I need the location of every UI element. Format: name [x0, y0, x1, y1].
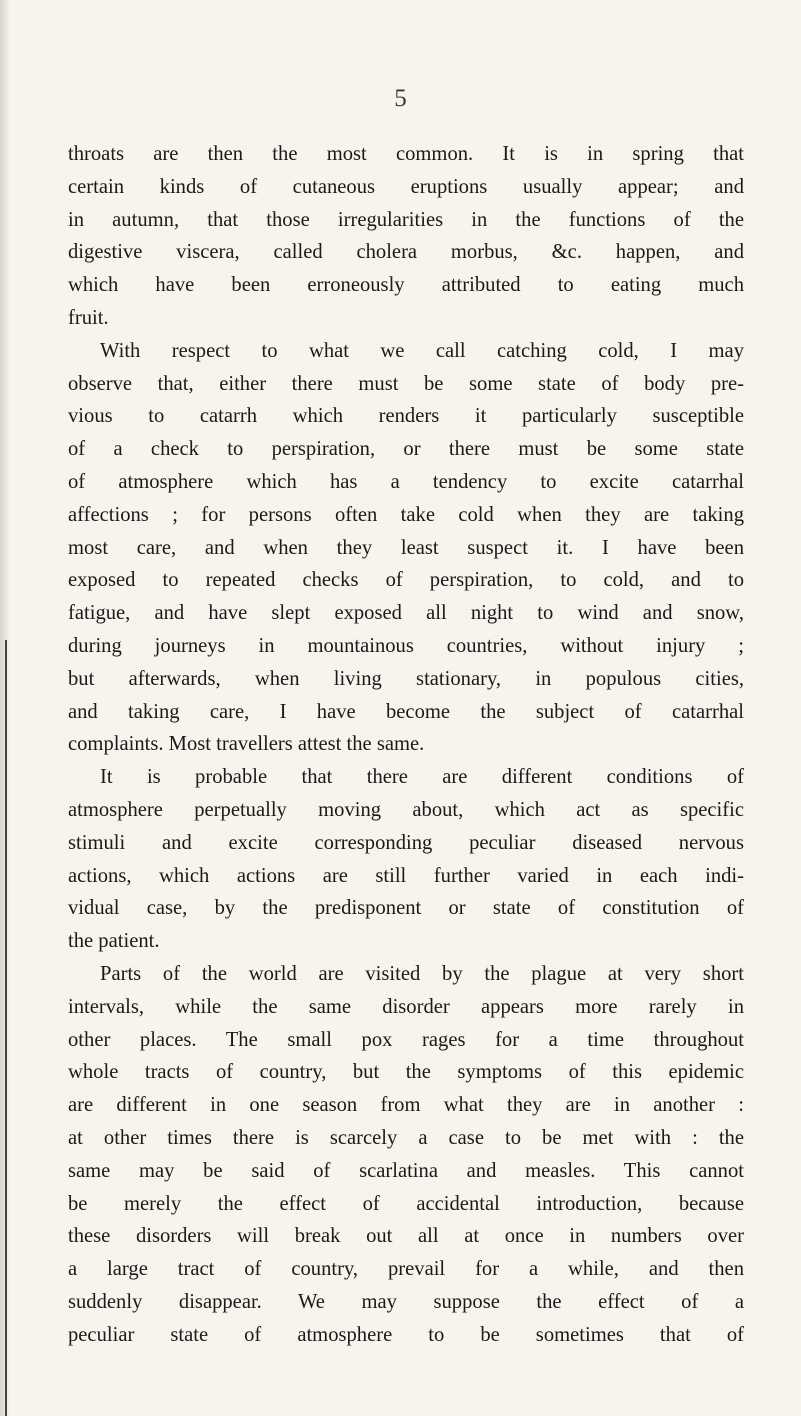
- text-line: be merely the effect of accidental introduction, because: [68, 1192, 744, 1215]
- text-line: whole tracts of country, but the symptoms of this epidemic: [68, 1061, 744, 1084]
- text-line: same may be said of scarlatina and measles. This cannot: [68, 1159, 744, 1182]
- text-line: of a check to perspiration, or there must be some state: [68, 438, 744, 461]
- text-line: the patient.: [68, 930, 160, 953]
- text-line: certain kinds of cutaneous eruptions usually appear; and: [68, 175, 744, 198]
- text-line: and taking care, I have become the subject of catarrhal: [68, 700, 744, 723]
- page-number: 5: [394, 85, 407, 112]
- text-line: during journeys in mountainous countries, without injury ;: [68, 634, 744, 657]
- text-line: most care, and when they least suspect it. I have been: [68, 536, 744, 559]
- text-line: intervals, while the same disorder appears more rarely in: [68, 995, 744, 1018]
- text-line: a large tract of country, prevail for a while, and then: [68, 1258, 744, 1281]
- text-line: of atmosphere which has a tendency to excite catarrhal: [68, 470, 744, 493]
- text-line: observe that, either there must be some state of body pre-: [68, 372, 744, 395]
- body-text: [68, 138, 744, 1351]
- text-line: exposed to repeated checks of perspiration, to cold, and to: [68, 569, 744, 592]
- text-line: are different in one season from what they are in another :: [68, 1094, 744, 1117]
- text-line: but afterwards, when living stationary, in populous cities,: [68, 667, 744, 690]
- text-line: atmosphere perpetually moving about, which act as specific: [68, 798, 744, 821]
- text-line: other places. The small pox rages for a time throughout: [68, 1028, 744, 1051]
- text-line: stimuli and excite corresponding peculiar diseased nervous: [68, 831, 744, 854]
- text-line: With respect to what we call catching cold, I may: [100, 339, 744, 362]
- text-line: suddenly disappear. We may suppose the effect of a: [68, 1290, 744, 1313]
- text-line: complaints. Most travellers attest the same.: [68, 733, 425, 756]
- text-line: actions, which actions are still further varied in each indi-: [68, 864, 744, 887]
- text-line: which have been erroneously attributed to eating much: [68, 274, 744, 297]
- text-line: throats are then the most common. It is in spring that: [68, 143, 744, 165]
- text-line: It is probable that there are different conditions of: [100, 766, 744, 789]
- text-line: digestive viscera, called cholera morbus, &c. happen, and: [68, 241, 744, 264]
- text-line: these disorders will break out all at once in numbers over: [68, 1225, 744, 1248]
- page-edge-line: [5, 640, 7, 1416]
- text-line: fatigue, and have slept exposed all night to wind and snow,: [68, 602, 744, 625]
- text-line: affections ; for persons often take cold when they are taking: [68, 503, 744, 526]
- text-line: vious to catarrh which renders it particularly susceptible: [68, 405, 744, 428]
- text-line: Parts of the world are visited by the plague at very short: [100, 962, 744, 985]
- text-line: peculiar state of atmosphere to be sometimes that of: [68, 1323, 744, 1346]
- text-line: vidual case, by the predisponent or state of constitution of: [68, 897, 744, 920]
- text-line: at other times there is scarcely a case to be met with : the: [68, 1126, 744, 1149]
- text-line: in autumn, that those irregularities in the functions of the: [68, 208, 744, 231]
- text-line: fruit.: [68, 306, 109, 329]
